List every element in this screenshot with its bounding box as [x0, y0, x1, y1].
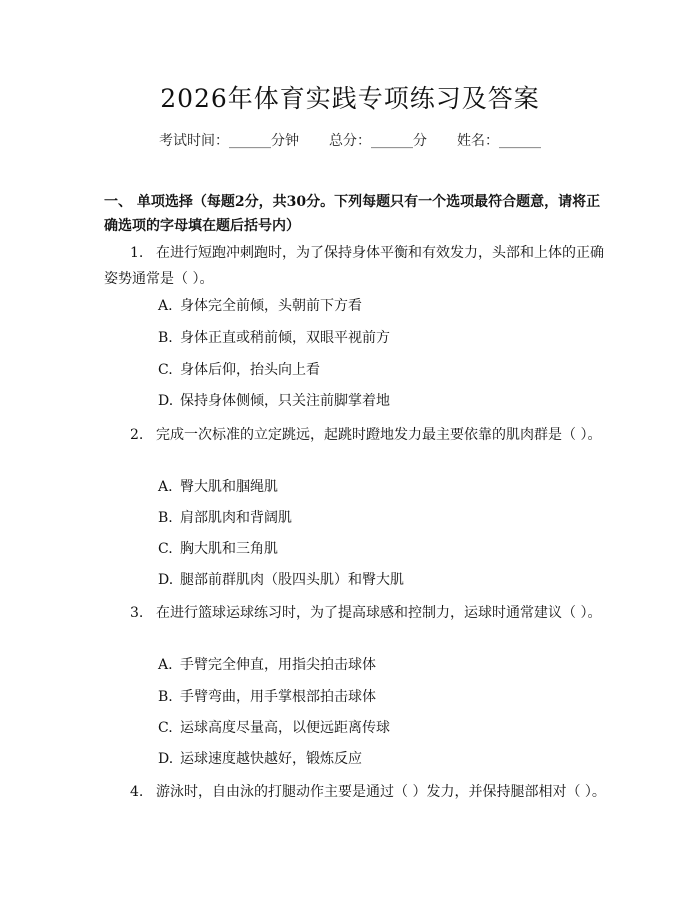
option-letter: B.: [158, 330, 173, 346]
option-letter: B.: [158, 689, 173, 705]
page-title: 2026年体育实践专项练习及答案: [160, 84, 540, 113]
option-text: 腿部前群肌肉（股四头肌）和臀大肌: [180, 572, 404, 588]
total-score-field: 总分：______分: [329, 133, 427, 149]
question-text: 在进行短跑冲刺跑时，为了保持身体平衡和有效发力，头部和上体的正确姿势通常是（ ）。: [104, 245, 604, 287]
question-number: 4.: [130, 784, 144, 800]
option-letter: A.: [158, 657, 173, 673]
question-3-option-c: [158, 718, 390, 738]
option-letter: C.: [158, 362, 173, 378]
question-2-option-b: [158, 508, 292, 528]
question-number: 3.: [130, 605, 144, 621]
student-name-field: 姓名：______: [457, 133, 541, 149]
question-1-option-d: [158, 391, 390, 411]
question-2-option-a: [158, 477, 278, 497]
question-text: 在进行篮球运球练习时，为了提高球感和控制力，运球时通常建议（ ）。: [156, 605, 602, 621]
option-letter: C.: [158, 720, 173, 736]
question-1-option-b: [158, 328, 390, 348]
question-text: 完成一次标准的立定跳远，起跳时蹬地发力最主要依靠的肌肉群是（ ）。: [156, 427, 602, 443]
exam-meta: [0, 131, 700, 151]
question-3-option-a: [158, 655, 376, 675]
option-letter: D.: [158, 572, 174, 588]
question-number: 1.: [130, 245, 144, 261]
option-text: 身体后仰，抬头向上看: [180, 362, 320, 378]
option-letter: A.: [158, 298, 173, 314]
question-4: [104, 779, 608, 805]
option-text: 运球高度尽量高，以便远距离传球: [180, 720, 390, 736]
option-text: 臀大肌和腘绳肌: [180, 479, 278, 495]
option-text: 保持身体侧倾，只关注前脚掌着地: [180, 393, 390, 409]
option-text: 肩部肌肉和背阔肌: [180, 510, 292, 526]
question-number: 2.: [130, 427, 144, 443]
option-text: 胸大肌和三角肌: [180, 541, 278, 557]
option-text: 身体正直或稍前倾，双眼平视前方: [180, 330, 390, 346]
option-text: 手臂弯曲，用手掌根部拍击球体: [180, 689, 376, 705]
question-3: [104, 600, 608, 626]
exam-time-field: 考试时间：______分钟: [159, 133, 299, 149]
question-1-option-a: [158, 296, 362, 316]
question-2-option-d: [158, 570, 404, 590]
option-letter: A.: [158, 479, 173, 495]
option-text: 运球速度越快越好，锻炼反应: [180, 751, 362, 767]
option-letter: D.: [158, 393, 174, 409]
question-3-option-d: [158, 749, 362, 769]
option-letter: C.: [158, 541, 173, 557]
section-heading: 一、 单项选择（每题2分，共30分。下列每题只有一个选项最符合题意，请将正确选项的字母填在题后括号内）: [104, 194, 601, 234]
question-3-option-b: [158, 687, 376, 707]
question-text: 游泳时，自由泳的打腿动作主要是通过（ ）发力，并保持腿部相对（ ）。: [156, 784, 606, 800]
question-1: [104, 240, 608, 292]
question-2: [104, 422, 608, 448]
option-letter: D.: [158, 751, 174, 767]
option-text: 手臂完全伸直，用指尖拍击球体: [180, 657, 376, 673]
option-letter: B.: [158, 510, 173, 526]
option-text: 身体完全前倾，头朝前下方看: [180, 298, 362, 314]
question-2-option-c: [158, 539, 278, 559]
question-1-option-c: [158, 360, 320, 380]
